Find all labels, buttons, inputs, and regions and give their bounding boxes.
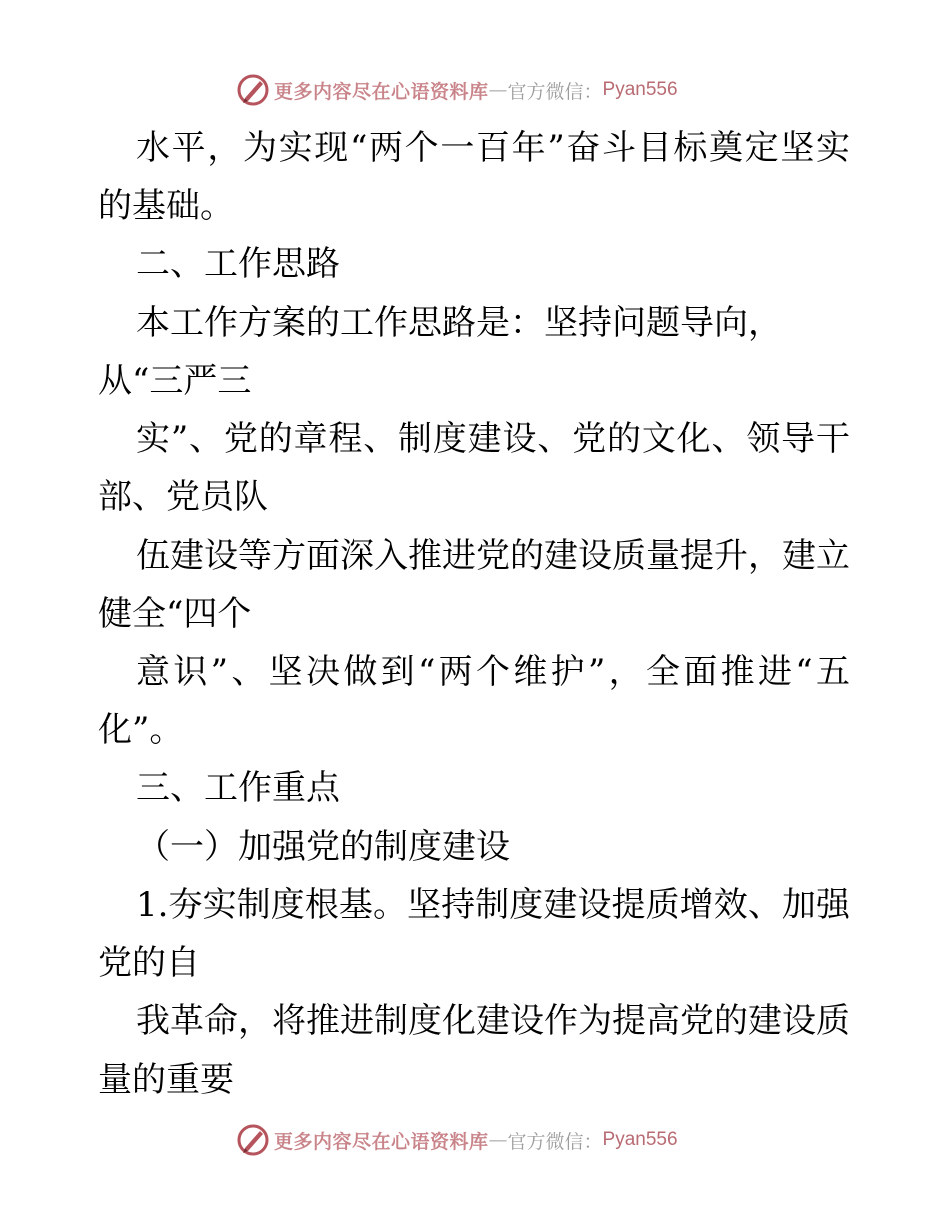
watermark-account: Pyan556 bbox=[602, 1129, 678, 1150]
text-line: 意识”、坚决做到“两个维护”，全面推进“五 bbox=[136, 652, 850, 692]
section-heading: 二、工作思路 bbox=[136, 244, 340, 284]
text-line: 健全“四个 bbox=[98, 594, 252, 634]
section-heading: 三、工作重点 bbox=[136, 768, 340, 808]
text-line: 的基础。 bbox=[98, 186, 234, 226]
text-line: 我革命，将推进制度化建设作为提高党的建设质 bbox=[136, 1001, 850, 1041]
footer-watermark bbox=[236, 1122, 678, 1158]
watermark-dash: — bbox=[488, 1129, 508, 1151]
subsection-heading: （一）加强党的制度建设 bbox=[136, 827, 510, 867]
watermark-side-text: 官方微信： bbox=[507, 1130, 603, 1153]
text-line: 本工作方案的工作思路是：坚持问题导向， bbox=[136, 303, 782, 343]
text-line: 化”。 bbox=[98, 710, 184, 750]
text-line: 1.夯实制度根基。坚持制度建设提质增效、加强 bbox=[136, 885, 850, 925]
text-line: 实”、党的章程、制度建设、党的文化、领导干 bbox=[136, 419, 850, 459]
text-line: 水平，为实现“两个一百年”奋斗目标奠定坚实 bbox=[136, 128, 850, 168]
watermark-main-text: 更多内容尽在心语资料库 bbox=[274, 1130, 489, 1153]
watermark-main-text: 更多内容尽在心语资料库 bbox=[274, 80, 489, 103]
text-line: 量的重要 bbox=[98, 1060, 234, 1100]
watermark-side-text: 官方微信： bbox=[507, 80, 603, 103]
pen-logo-icon bbox=[236, 73, 270, 107]
watermark-account: Pyan556 bbox=[602, 79, 678, 100]
text-line: 部、党员队 bbox=[98, 477, 268, 517]
pen-logo-icon bbox=[236, 1123, 270, 1157]
text-line: 从“三严三 bbox=[98, 361, 252, 401]
header-watermark bbox=[236, 72, 678, 108]
text-line: 伍建设等方面深入推进党的建设质量提升，建立 bbox=[136, 536, 850, 576]
text-line: 党的自 bbox=[98, 943, 200, 983]
watermark-dash: — bbox=[488, 79, 508, 101]
